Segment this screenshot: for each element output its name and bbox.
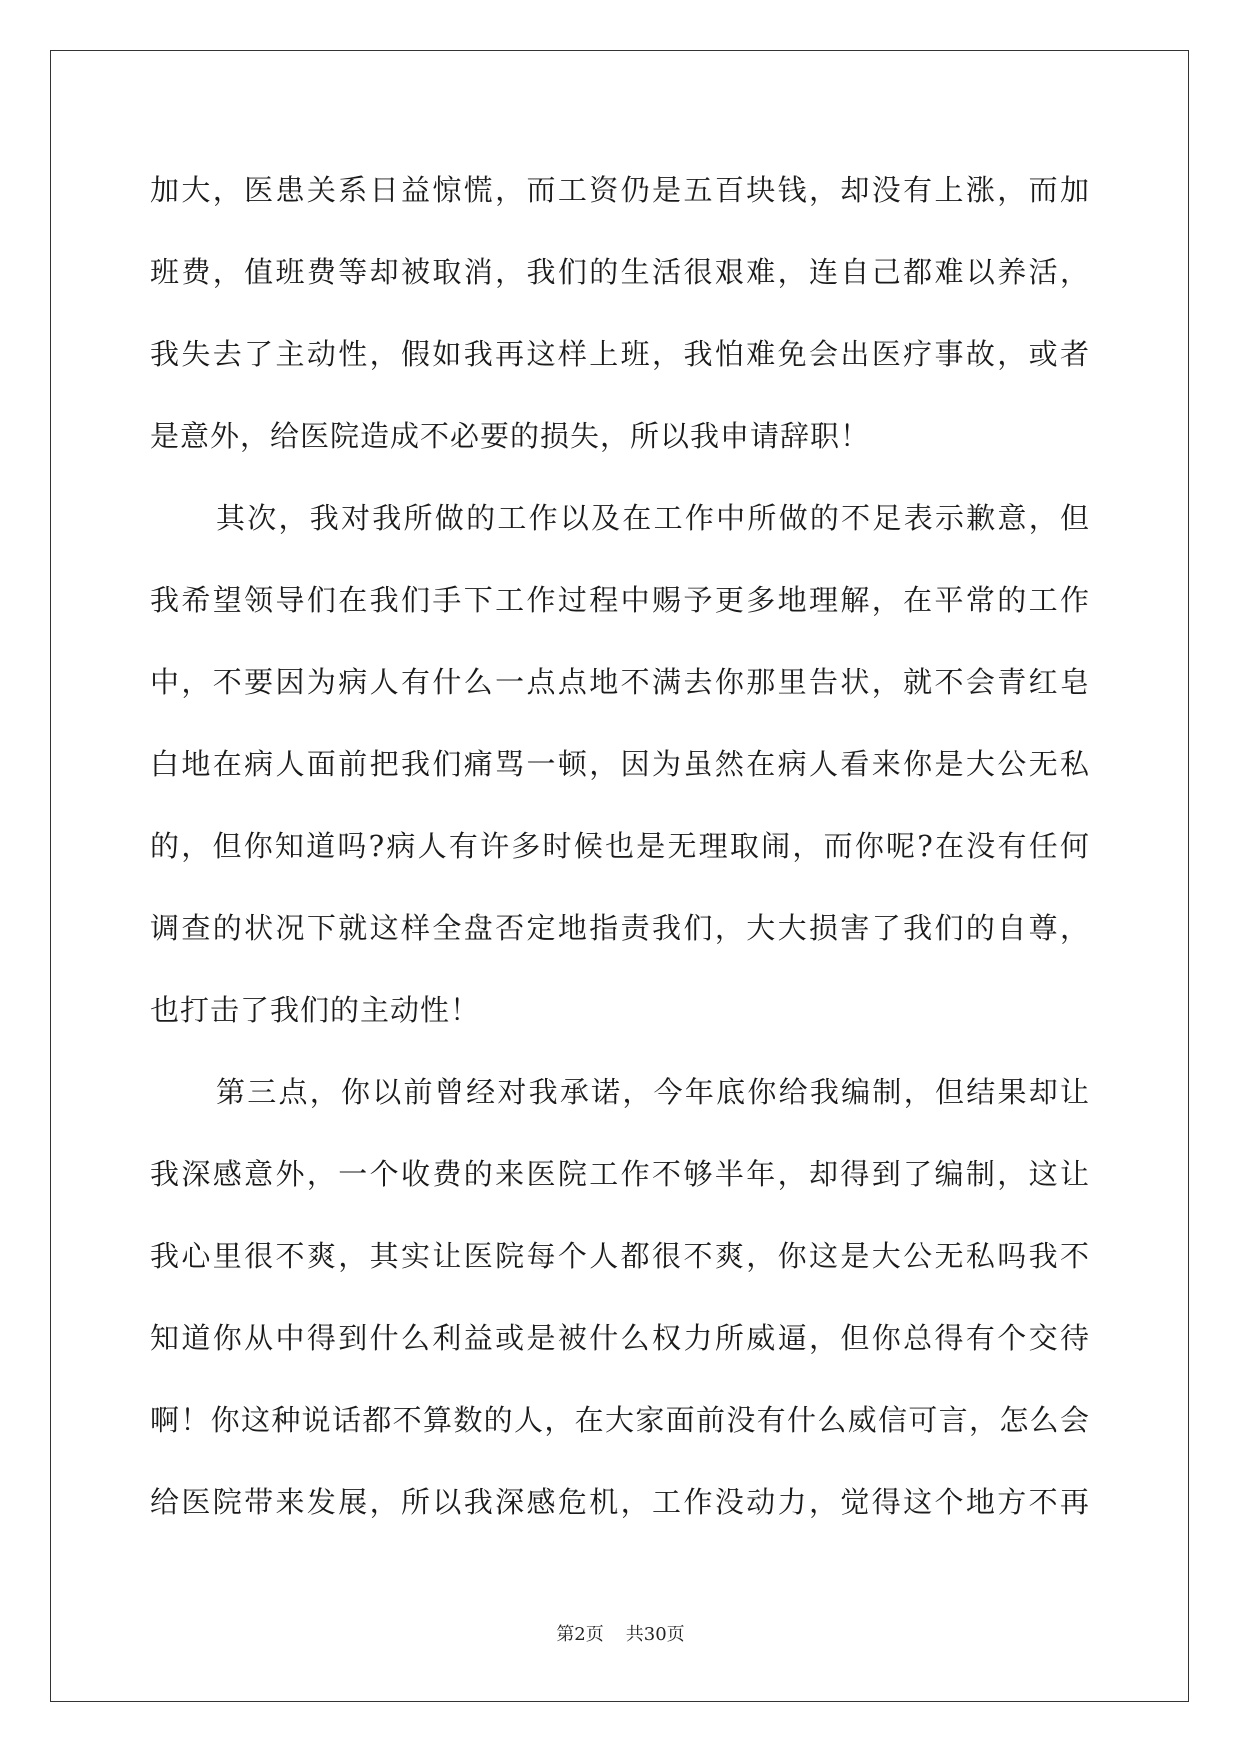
text-line: 啊！你这种说话都不算数的人，在大家面前没有什么威信可言，怎么会 (150, 1403, 1090, 1437)
text-line: 我心里很不爽，其实让医院每个人都很不爽，你这是大公无私吗我不 (150, 1239, 1090, 1273)
text-line: 知道你从中得到什么利益或是被什么权力所威逼，但你总得有个交待 (150, 1321, 1090, 1355)
text-line: 我希望领导们在我们手下工作过程中赐予更多地理解，在平常的工作 (150, 583, 1090, 617)
paragraph-first-line: 第三点，你以前曾经对我承诺，今年底你给我编制，但结果却让 (216, 1075, 1090, 1109)
text-line: 我失去了主动性，假如我再这样上班，我怕难免会出医疗事故，或者 (150, 337, 1090, 371)
page-total: 共30页 (625, 1624, 685, 1645)
paragraph-first-line: 其次，我对我所做的工作以及在工作中所做的不足表示歉意，但 (216, 501, 1090, 535)
text-line: 加大，医患关系日益惊慌，而工资仍是五百块钱，却没有上涨，而加 (150, 173, 1090, 207)
text-line: 白地在病人面前把我们痛骂一顿，因为虽然在病人看来你是大公无私 (150, 747, 1090, 781)
page-footer (0, 1620, 1241, 1646)
text-line: 给医院带来发展，所以我深感危机，工作没动力，觉得这个地方不再 (150, 1485, 1090, 1519)
text-line: 调查的状况下就这样全盘否定地指责我们，大大损害了我们的自尊， (150, 911, 1090, 945)
document-body (150, 160, 1090, 1554)
text-line: 是意外，给医院造成不必要的损失，所以我申请辞职！ (150, 419, 871, 453)
text-line: 中，不要因为病人有什么一点点地不满去你那里告状，就不会青红皂 (150, 665, 1090, 699)
page-number: 第2页 (556, 1624, 604, 1645)
text-line: 班费，值班费等却被取消，我们的生活很艰难，连自己都难以养活， (150, 255, 1090, 289)
text-line: 我深感意外，一个收费的来医院工作不够半年，却得到了编制，这让 (150, 1157, 1090, 1191)
text-line: 也打击了我们的主动性！ (150, 993, 481, 1027)
text-line: 的，但你知道吗?病人有许多时候也是无理取闹，而你呢?在没有任何 (150, 829, 1090, 863)
